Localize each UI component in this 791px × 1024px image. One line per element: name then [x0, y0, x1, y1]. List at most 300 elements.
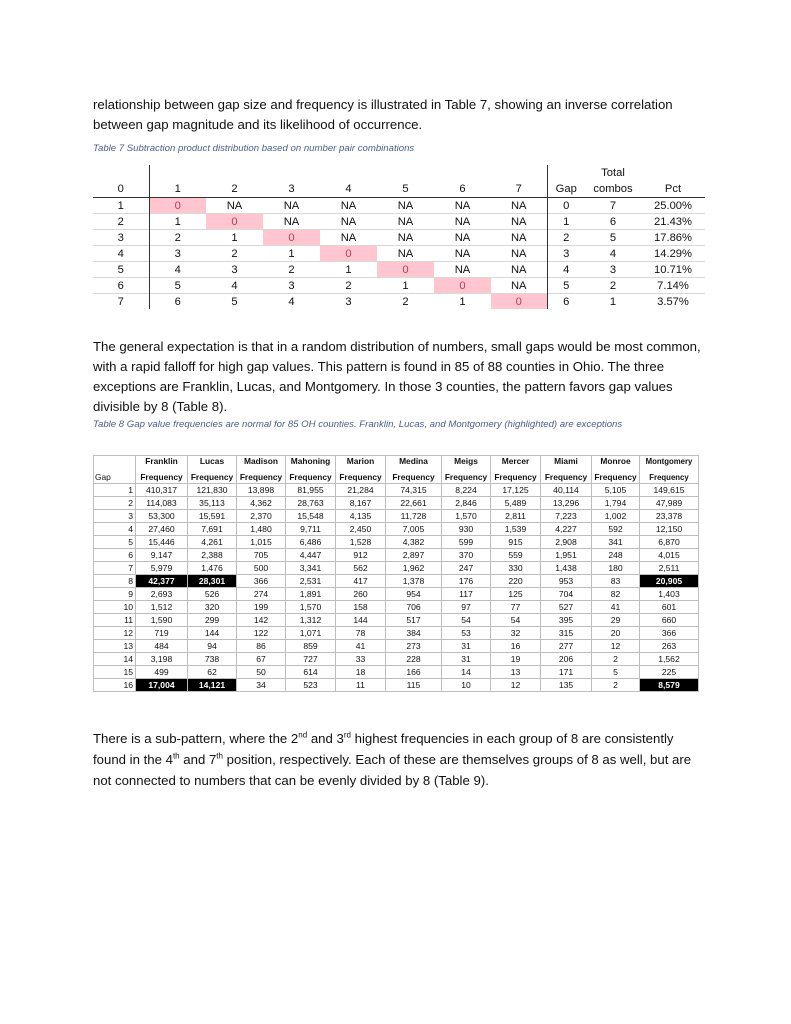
table8-cell: 20	[592, 627, 640, 640]
table8-cell: 706	[386, 601, 442, 614]
table7	[93, 165, 705, 309]
frequency-label: Frequency	[594, 472, 637, 482]
table7-cell: 3	[547, 246, 585, 262]
table7-cell: NA	[377, 230, 434, 246]
table8-row	[94, 562, 699, 575]
table7-cell: 2	[585, 278, 641, 294]
subpattern-text-1: There is a sub-pattern, where the 2	[93, 731, 299, 746]
table7-cell: 0	[320, 246, 377, 262]
table8-cell: 9,711	[286, 523, 336, 536]
table7-header-7: 7	[491, 181, 547, 198]
table7-cell: 4	[585, 246, 641, 262]
table8-row	[94, 523, 699, 536]
table8-cell: 523	[286, 679, 336, 692]
table8-cell: 8,224	[442, 484, 491, 497]
table7-cell: NA	[320, 214, 377, 230]
table8-gap-cell: 11	[94, 614, 136, 627]
county-name: Medina	[399, 456, 428, 466]
table8-cell: 954	[386, 588, 442, 601]
table8-cell: 82	[592, 588, 640, 601]
table7-cell: 4	[206, 278, 263, 294]
county-name: Madison	[244, 456, 278, 466]
table8-gap-cell: 14	[94, 653, 136, 666]
table8-cell: 1,438	[541, 562, 592, 575]
table7-cell: NA	[454, 199, 471, 212]
table8-cell: 176	[442, 575, 491, 588]
table8-header-medina	[386, 456, 442, 484]
table8-cell: 20,905	[640, 575, 699, 588]
table8-header-monroe	[592, 456, 640, 484]
table7-cell: 2	[320, 278, 377, 294]
table8-cell: 6,870	[640, 536, 699, 549]
table7-row-header: 7	[93, 294, 149, 310]
table8-cell: 12	[592, 640, 640, 653]
table7-cell: 1	[320, 262, 377, 278]
table7-cell: 0	[149, 198, 206, 214]
table8-gap-cell: 10	[94, 601, 136, 614]
county-name: Montgomery	[645, 457, 693, 466]
table8-row	[94, 666, 699, 679]
county-name: Mercer	[501, 456, 530, 466]
table8-cell: 599	[442, 536, 491, 549]
table7-header-top-1	[149, 165, 206, 181]
table8-cell: 53,300	[136, 510, 188, 523]
table8-cell: 4,261	[188, 536, 237, 549]
table7-cell: 7	[609, 199, 617, 212]
table8-row	[94, 510, 699, 523]
table8-cell: 135	[541, 679, 592, 692]
table7-cell: 7.14%	[641, 278, 705, 294]
table8-cell: 273	[386, 640, 442, 653]
table8-cell: 8,167	[336, 497, 386, 510]
table7-row	[93, 262, 705, 278]
table8-cell: 526	[188, 588, 237, 601]
table7-cell: 5	[206, 294, 263, 310]
county-name: Meigs	[454, 456, 478, 466]
table8-cell: 366	[237, 575, 286, 588]
table7-row	[93, 214, 705, 230]
table8-row	[94, 497, 699, 510]
table7-row-header: 4	[93, 246, 149, 262]
table8-cell: 1,312	[286, 614, 336, 627]
table8-cell: 225	[640, 666, 699, 679]
table7-cell: NA	[377, 214, 434, 230]
table8-cell: 5	[592, 666, 640, 679]
table8-cell: 660	[640, 614, 699, 627]
table7-cell: 6	[547, 294, 585, 310]
table8-cell: 315	[541, 627, 592, 640]
table8-cell: 22,661	[386, 497, 442, 510]
table7-cell: 14.29%	[641, 246, 705, 262]
table7-cell: 2	[547, 230, 585, 246]
table7-cell: 2	[263, 262, 320, 278]
table8-gap-cell: 16	[94, 679, 136, 692]
frequency-label: Frequency	[494, 472, 537, 482]
subpattern-text-3: highest frequencies in each group of 8 are consistently found in the 4	[93, 731, 674, 767]
table7-row-header: 6	[93, 278, 149, 294]
table7-cell: 4	[263, 294, 320, 310]
table8-cell: 6,486	[286, 536, 336, 549]
table8-row	[94, 549, 699, 562]
table8-row	[94, 575, 699, 588]
expectation-paragraph: The general expectation is that in a random distribution of numbers, small gaps would be most common, with a rapid falloff for high gap values. This pattern is found in 85 of 88 counties in Ohio. The three exceptions are Franklin, Lucas, and Montgomery. In those 3 counties, the pattern favors gap values divisible by 8 (Table 8).	[93, 339, 701, 414]
table8-cell: 2,531	[286, 575, 336, 588]
table7-cell: 0	[263, 230, 320, 246]
table8-cell: 78	[336, 627, 386, 640]
table8	[93, 455, 699, 692]
table8-cell: 31	[442, 640, 491, 653]
table8-header-marion	[336, 456, 386, 484]
table8-cell: 94	[188, 640, 237, 653]
table8-cell: 4,135	[336, 510, 386, 523]
frequency-label: Frequency	[392, 472, 435, 482]
table8-cell: 144	[188, 627, 237, 640]
table8-cell: 81,955	[286, 484, 336, 497]
table7-header-1: 1	[149, 181, 206, 198]
table8-cell: 859	[286, 640, 336, 653]
table7-header-0: 0	[93, 181, 149, 198]
table7-header-9: combos	[585, 181, 641, 198]
table7-cell: 4	[149, 262, 206, 278]
table7-header-8: Gap	[547, 181, 585, 198]
table8-cell: 28,301	[188, 575, 237, 588]
table8-cell: 614	[286, 666, 336, 679]
table8-cell: 277	[541, 640, 592, 653]
table7-cell: NA	[226, 199, 243, 212]
table7-header-5: 5	[377, 181, 434, 198]
table7-header-top-2	[206, 165, 263, 181]
county-name: Lucas	[199, 456, 225, 466]
superscript-rd: rd	[343, 730, 351, 740]
table8-header-meigs	[442, 456, 491, 484]
table8-cell: 1,512	[136, 601, 188, 614]
table8-cell: 12,150	[640, 523, 699, 536]
table8-gap-cell: 13	[94, 640, 136, 653]
superscript-th-1: th	[172, 751, 180, 761]
table8-cell: 517	[386, 614, 442, 627]
table8-cell: 727	[286, 653, 336, 666]
table8-cell: 11,728	[386, 510, 442, 523]
table8-cell: 1,570	[442, 510, 491, 523]
table8-cell: 62	[188, 666, 237, 679]
table8-cell: 930	[442, 523, 491, 536]
table7-cell: 2	[149, 230, 206, 246]
table7-cell: 4	[547, 262, 585, 278]
table8-cell: 199	[237, 601, 286, 614]
table8-gap-cell: 1	[94, 484, 136, 497]
table8-cell: 18	[336, 666, 386, 679]
table8-row	[94, 536, 699, 549]
table8-cell: 4,382	[386, 536, 442, 549]
table8-cell: 2,388	[188, 549, 237, 562]
table8-cell: 370	[442, 549, 491, 562]
table7-row-header: 3	[93, 230, 149, 246]
table8-cell: 601	[640, 601, 699, 614]
table7-header-top-7	[491, 165, 547, 181]
table7-cell: 6	[585, 214, 641, 230]
table7-header-top-0	[93, 165, 149, 181]
table7-cell: NA	[491, 246, 547, 262]
table8-cell: 719	[136, 627, 188, 640]
table7-cell: NA	[434, 214, 491, 230]
table8-cell: 13,898	[237, 484, 286, 497]
table8-cell: 1,539	[491, 523, 541, 536]
table7-cell: 3	[320, 294, 377, 310]
table8-cell: 1,480	[237, 523, 286, 536]
table8-cell: 5,105	[592, 484, 640, 497]
table7-cell: 0	[377, 262, 434, 278]
table8-cell: 2,897	[386, 549, 442, 562]
table8-header-lucas	[188, 456, 237, 484]
subpattern-paragraph	[93, 728, 703, 791]
table7-cell: 6	[149, 294, 206, 310]
table8-cell: 559	[491, 549, 541, 562]
table7-row-header: 2	[93, 214, 149, 230]
table8-cell: 1,015	[237, 536, 286, 549]
table8-cell: 21,284	[336, 484, 386, 497]
subpattern-text-4: and 7	[179, 752, 217, 767]
county-name: Franklin	[145, 456, 178, 466]
table7-cell: 3.57%	[641, 294, 705, 310]
intro-paragraph: relationship between gap size and frequency is illustrated in Table 7, showing an inverse correlation between gap magnitude and its likelihood of occurrence.	[93, 97, 673, 132]
table8-cell: 1,794	[592, 497, 640, 510]
table8-cell: 953	[541, 575, 592, 588]
table8-cell: 499	[136, 666, 188, 679]
table8-row	[94, 588, 699, 601]
table7-cell: 1	[547, 214, 585, 230]
table7-cell: 2	[206, 246, 263, 262]
table8-cell: 158	[336, 601, 386, 614]
table8-cell: 1,962	[386, 562, 442, 575]
table8-cell: 14,121	[188, 679, 237, 692]
table7-row	[93, 294, 705, 310]
table8-cell: 263	[640, 640, 699, 653]
table7-cell: 1	[434, 294, 491, 310]
table8-cell: 31	[442, 653, 491, 666]
table7-cell: 5	[585, 230, 641, 246]
table8-cell: 341	[592, 536, 640, 549]
table8-cell: 912	[336, 549, 386, 562]
table7-cell: NA	[491, 214, 547, 230]
table8-cell: 384	[386, 627, 442, 640]
table8-cell: 7,223	[541, 510, 592, 523]
table8-cell: 247	[442, 562, 491, 575]
table8-cell: 2,511	[640, 562, 699, 575]
table8-cell: 35,113	[188, 497, 237, 510]
table8-cell: 14	[442, 666, 491, 679]
table8-cell: 3,341	[286, 562, 336, 575]
frequency-label: Frequency	[289, 472, 332, 482]
table7-row	[93, 246, 705, 262]
table8-row	[94, 484, 699, 497]
frequency-label: Frequency	[239, 472, 283, 482]
table7-header-top-6	[434, 165, 491, 181]
table7-cell: 17.86%	[641, 230, 705, 246]
table7-header-top-3	[263, 165, 320, 181]
superscript-nd: nd	[298, 730, 308, 740]
table8-cell: 125	[491, 588, 541, 601]
table8-cell: 2,908	[541, 536, 592, 549]
table8-cell: 562	[336, 562, 386, 575]
table8-cell: 114,083	[136, 497, 188, 510]
table7-header-top-9: Total	[601, 167, 625, 179]
table8-gap-header: Gap	[94, 456, 136, 484]
table8-cell: 11	[336, 679, 386, 692]
table7-cell: 1	[263, 246, 320, 262]
table8-cell: 1,403	[640, 588, 699, 601]
table8-cell: 7,691	[188, 523, 237, 536]
table8-cell: 395	[541, 614, 592, 627]
table8-cell: 527	[541, 601, 592, 614]
table8-header-madison	[237, 456, 286, 484]
table8-cell: 149,615	[640, 484, 699, 497]
table8-cell: 320	[188, 601, 237, 614]
table7-cell: NA	[340, 199, 357, 212]
table8-cell: 13,296	[541, 497, 592, 510]
table8-row	[94, 679, 699, 692]
table7-cell: 3	[149, 246, 206, 262]
frequency-label: Frequency	[190, 472, 234, 482]
table7-row	[93, 230, 705, 246]
table8-cell: 417	[336, 575, 386, 588]
table7-cell: 1	[149, 214, 206, 230]
table8-cell: 915	[491, 536, 541, 549]
table7-cell: 0	[434, 278, 491, 294]
table8-cell: 2	[592, 653, 640, 666]
table8-cell: 41	[592, 601, 640, 614]
table7-cell: 0	[547, 198, 585, 214]
table8-cell: 142	[237, 614, 286, 627]
table7-cell: NA	[491, 278, 547, 294]
table8-cell: 29	[592, 614, 640, 627]
table8-cell: 28,763	[286, 497, 336, 510]
table8-cell: 144	[336, 614, 386, 627]
table8-cell: 299	[188, 614, 237, 627]
table8-cell: 228	[386, 653, 442, 666]
table8-gap-cell: 4	[94, 523, 136, 536]
table8-cell: 410,317	[136, 484, 188, 497]
table8-cell: 42,377	[136, 575, 188, 588]
table8-cell: 2,450	[336, 523, 386, 536]
table8-cell: 1,570	[286, 601, 336, 614]
table7-cell: 21.43%	[641, 214, 705, 230]
table8-cell: 2,370	[237, 510, 286, 523]
table8-cell: 1,002	[592, 510, 640, 523]
table7-header-top-8	[547, 165, 585, 181]
table7-row	[93, 198, 705, 214]
table8-cell: 17,004	[136, 679, 188, 692]
table8-cell: 97	[442, 601, 491, 614]
table8-gap-cell: 8	[94, 575, 136, 588]
table8-cell: 2,811	[491, 510, 541, 523]
table8-row	[94, 640, 699, 653]
county-name: Marion	[346, 456, 375, 466]
table8-cell: 248	[592, 549, 640, 562]
table8-cell: 2,846	[442, 497, 491, 510]
table7-cell: NA	[263, 214, 320, 230]
table8-cell: 1,951	[541, 549, 592, 562]
table8-cell: 171	[541, 666, 592, 679]
table7-cell: 1	[377, 278, 434, 294]
table7-header-2: 2	[206, 181, 263, 198]
table8-cell: 122	[237, 627, 286, 640]
table8-row	[94, 601, 699, 614]
table8-cell: 206	[541, 653, 592, 666]
table8-cell: 1,891	[286, 588, 336, 601]
table7-cell: 25.00%	[654, 199, 692, 212]
superscript-th-2: th	[216, 751, 223, 761]
table7-cell: 1	[585, 294, 641, 310]
table8-cell: 115	[386, 679, 442, 692]
table7-cell: NA	[283, 199, 300, 212]
table8-cell: 53	[442, 627, 491, 640]
table8-cell: 3,198	[136, 653, 188, 666]
table7-cell: 3	[206, 262, 263, 278]
table8-cell: 2,693	[136, 588, 188, 601]
table8-cell: 274	[237, 588, 286, 601]
table8-cell: 15,591	[188, 510, 237, 523]
table8-cell: 15,446	[136, 536, 188, 549]
table7-cell: NA	[377, 246, 434, 262]
table8-cell: 500	[237, 562, 286, 575]
frequency-label: Frequency	[339, 472, 382, 482]
table7-header-4: 4	[320, 181, 377, 198]
table8-cell: 15,548	[286, 510, 336, 523]
table7-cell: NA	[491, 262, 547, 278]
table7-row-header: 5	[93, 262, 149, 278]
frequency-label: Frequency	[544, 472, 588, 482]
table8-cell: 704	[541, 588, 592, 601]
table8-gap-cell: 15	[94, 666, 136, 679]
table7-header-3: 3	[263, 181, 320, 198]
table8-cell: 366	[640, 627, 699, 640]
table7-cell: NA	[510, 199, 527, 212]
table8-cell: 1,071	[286, 627, 336, 640]
table7-header-top-5	[377, 165, 434, 181]
table7-cell: NA	[434, 262, 491, 278]
table8-cell: 17,125	[491, 484, 541, 497]
table8-cell: 592	[592, 523, 640, 536]
subpattern-text-2: and 3	[307, 731, 344, 746]
table7-cell: NA	[397, 199, 414, 212]
table8-gap-cell: 5	[94, 536, 136, 549]
table7-cell: 2	[377, 294, 434, 310]
table8-cell: 19	[491, 653, 541, 666]
table8-gap-cell: 12	[94, 627, 136, 640]
table8-cell: 8,579	[640, 679, 699, 692]
table8-cell: 34	[237, 679, 286, 692]
frequency-label: Frequency	[649, 473, 689, 482]
table8-cell: 4,015	[640, 549, 699, 562]
table7-cell: 3	[263, 278, 320, 294]
table7-cell: 10.71%	[641, 262, 705, 278]
table7-caption: Table 7 Subtraction product distribution based on number pair combinations	[93, 143, 415, 154]
table7-cell: NA	[491, 230, 547, 246]
table8-cell: 220	[491, 575, 541, 588]
table8-cell: 7,005	[386, 523, 442, 536]
table7-header-10: Pct	[641, 181, 705, 198]
table8-cell: 4,447	[286, 549, 336, 562]
table8-cell: 330	[491, 562, 541, 575]
table7-cell: 0	[491, 294, 547, 310]
table8-cell: 705	[237, 549, 286, 562]
table8-cell: 40,114	[541, 484, 592, 497]
table8-cell: 738	[188, 653, 237, 666]
table8-cell: 1,528	[336, 536, 386, 549]
table8-cell: 13	[491, 666, 541, 679]
table8-cell: 484	[136, 640, 188, 653]
table8-cell: 54	[442, 614, 491, 627]
